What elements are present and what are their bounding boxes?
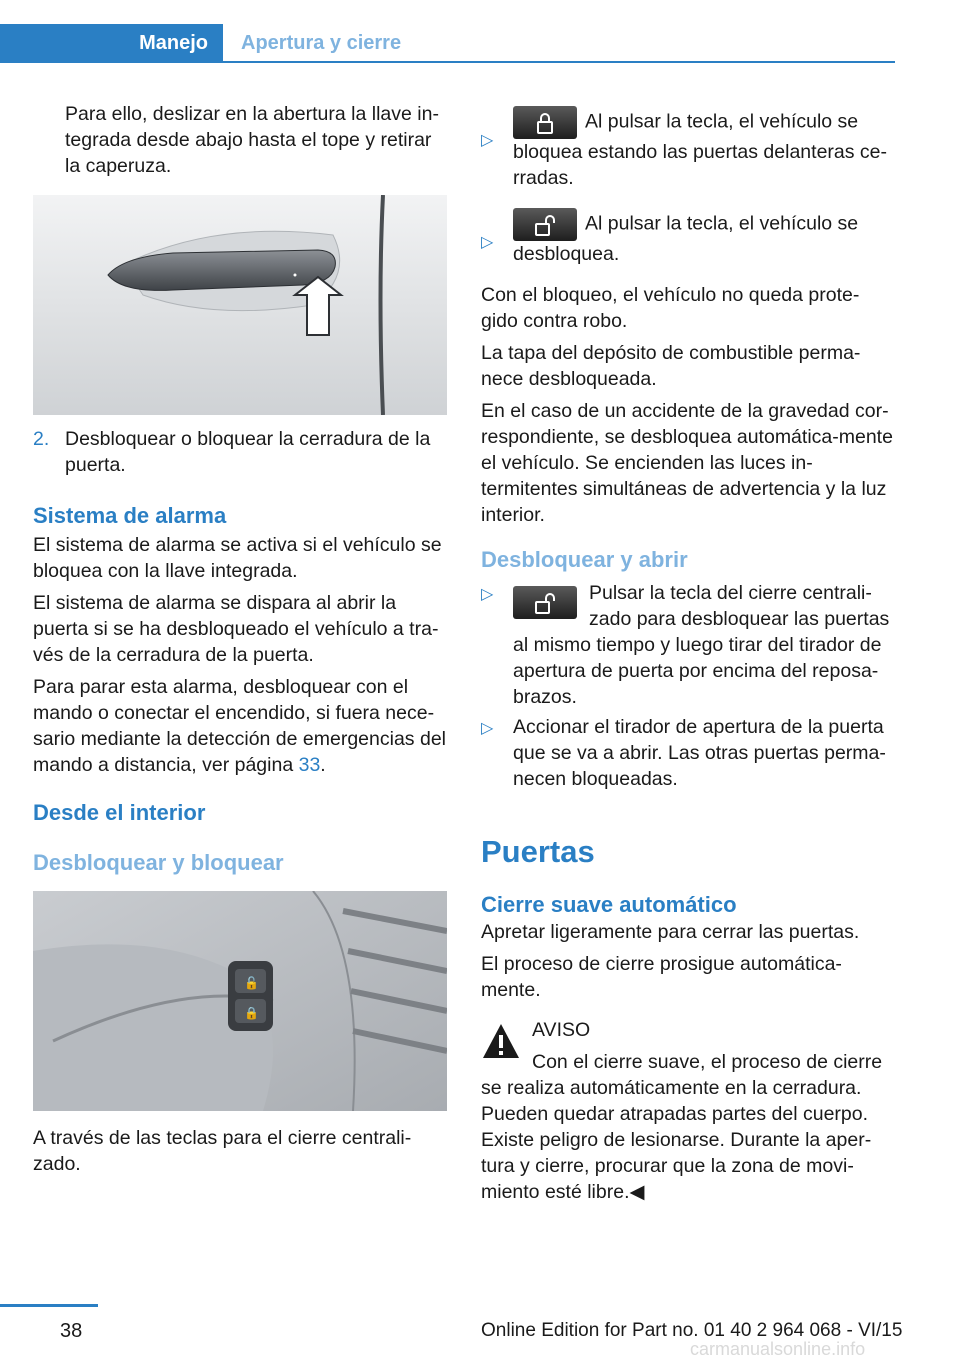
right-paragraphs (481, 282, 895, 528)
bullet-triangle-icon: ▷ (481, 720, 494, 737)
warning-text: Con el cierre suave, el proceso de cierre se realiza automáticamente en la cerradura. Pueden quedar atrapadas partes del cuerpo. Existe peligro de lesionarse. Durante la aper-tura y cierre, procurar que la zona de movi-miento esté libre.◀ (481, 1051, 883, 1203)
page-link[interactable]: 33 (298, 754, 321, 776)
soft-close-paragraph-2: El proceso de cierre prosigue automática-mente. (481, 953, 842, 1001)
step-2 (33, 426, 447, 478)
alarm-heading: Sistema de alarma (33, 503, 227, 528)
unlock-key-icon (513, 208, 577, 241)
header-rule (0, 61, 895, 63)
lock-heading: Desbloquear y bloquear (33, 850, 284, 875)
interior-heading: Desde el interior (33, 800, 206, 825)
door-handle-photo (33, 195, 447, 415)
paragraph-theft: Con el bloqueo, el vehículo no queda prote-gido contra robo. (481, 284, 860, 332)
bullet-central-lock: ▷ Pulsar la tecla del cierre centrali-zado para desbloquear las puertas al mismo tiempo y luego tirar del tirador de apertura de puerta por encima del reposa-brazos. (481, 582, 890, 708)
tab-manejo[interactable]: Manejo (0, 24, 223, 63)
bullet-triangle-icon: ▷ (481, 234, 494, 251)
warning-title: AVISO (532, 1019, 591, 1041)
paragraph-accident: En el caso de un accidente de la gravedad cor-respondiente, se desbloquea automática-mente el vehículo. Se encienden las luces in-termitentes simultáneas de advertencia y la luz interior. (481, 400, 893, 526)
paragraph-fuel: La tapa del depósito de combustible perma-nece desbloqueada. (481, 342, 861, 390)
warning-block (481, 1017, 895, 1205)
alarm-paragraph-3: Para parar esta alarma, desbloquear con el mando o conectar el encendido, si fuera nece-sario mediante la detección de emergencias del mando a distancia, ver página 33. (33, 676, 446, 776)
watermark: carmanualsonline.info (690, 1339, 866, 1359)
svg-text:🔒: 🔒 (244, 1006, 259, 1020)
bullet-door-handle: ▷ Accionar el tirador de apertura de la puerta que se va a abrir. Las otras puertas perma-necen bloqueadas. (481, 716, 886, 790)
caption: A través de las teclas para el cierre centrali-zado. (33, 1127, 412, 1175)
open-heading: Desbloquear y abrir (481, 547, 688, 572)
interior-door-photo (33, 891, 447, 1111)
alarm-paragraph-1: El sistema de alarma se activa si el vehículo se bloquea con la llave integrada. (33, 534, 442, 582)
warning-triangle-icon (481, 1022, 521, 1067)
page-number: 38 (60, 1320, 83, 1342)
svg-text:🔓: 🔓 (244, 976, 259, 990)
tab-apertura-y-cierre[interactable]: Apertura y cierre (241, 32, 402, 54)
bullet-unlock: ▷ Al pulsar la tecla, el vehículo se desbloquea. (481, 208, 895, 267)
doors-heading: Puertas (481, 834, 595, 869)
alarm-paragraph-2: El sistema de alarma se dispara al abrir la puerta si se ha desbloqueado el vehículo a tra-vés de la cerradura de la puerta. (33, 592, 439, 666)
soft-close-paragraph-1: Apretar ligeramente para cerrar las puertas. (481, 921, 860, 943)
unlock-key-icon (513, 586, 577, 619)
lock-key-icon (513, 106, 577, 139)
bullet-triangle-icon: ▷ (481, 132, 494, 149)
edition-line: Online Edition for Part no. 01 40 2 964 068 - VI/15 (481, 1320, 903, 1341)
bullet-lock: ▷ Al pulsar la tecla, el vehículo se bloquea estando las puertas delanteras ce-rradas. (481, 106, 895, 191)
alarm-section (33, 502, 447, 778)
step-2-text: Desbloquear o bloquear la cerradura de la puerta. (65, 428, 431, 476)
footer-rule (0, 1304, 98, 1307)
soft-close-heading: Cierre suave automático (481, 892, 737, 917)
bullet-triangle-icon: ▷ (481, 586, 494, 603)
intro-paragraph: Para ello, deslizar en la abertura la llave in-tegrada desde abajo hasta el tope y retirar la caperuza. (65, 103, 439, 177)
step-number: 2. (33, 428, 50, 450)
soft-close-section (481, 891, 895, 1003)
